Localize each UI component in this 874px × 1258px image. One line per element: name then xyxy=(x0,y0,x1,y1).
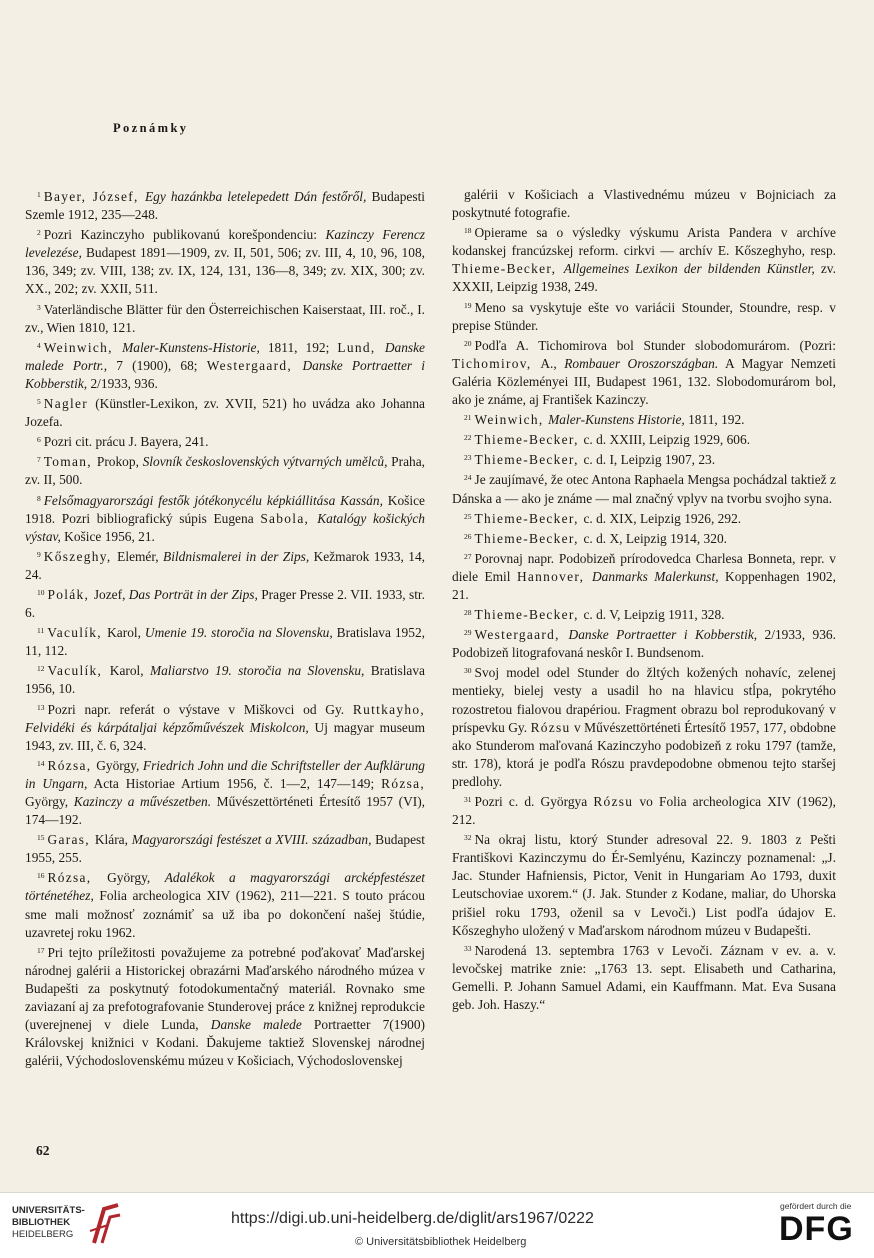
footnote-author: Polák, xyxy=(47,586,94,602)
footnote-number: 30 xyxy=(464,666,472,676)
footnote xyxy=(25,755,425,829)
footnote-title: Umenie 19. storočia na Slovensku, xyxy=(144,625,333,641)
footnote-title: Rombauer Oroszországban. xyxy=(564,355,719,371)
footnote-number: 25 xyxy=(464,511,472,521)
footnote-author: Thieme-Becker, xyxy=(474,510,584,526)
footnote-title: Friedrich John und die Schriftsteller der Aufklärung in Ungarn, xyxy=(25,757,425,791)
footnote-author: Thieme-Becker, xyxy=(474,452,584,468)
footnote xyxy=(452,662,836,791)
footnote-author: Bayer, József, xyxy=(43,189,145,204)
footnote-text: Folia archeologica XIV (1962), 211—221. S touto prácou sme mali možnosť zoznámiť sa už iba po dokončení našej štúdie, uzavretej roku 1962. xyxy=(25,888,425,940)
footnote-text: Pri tejto príležitosti považujeme za potrebné poďakovať Maďarskej národnej galérii a Historickej obrazárni Maďarského národného múzea v Budapešti za poskytnutý fotodokumentačný materiál. Rovnako sme zaviazaní aj za prefotografovanie Stunderovej práce z knižnej reprodukcie (uverejnenej v diele Lunda, xyxy=(25,944,425,1033)
footnote-number: 21 xyxy=(464,413,472,423)
footnote-text: György, xyxy=(25,794,74,809)
footnote-number: 3 xyxy=(37,302,41,312)
footnote-text: 1811, 192. xyxy=(684,412,745,428)
footnote-author: Garas, xyxy=(47,832,95,848)
footnote-text: Acta Historiae Artium 1956, č. 1—2, 147—149; xyxy=(87,775,382,791)
footnote-text: Budapest 1955, 255. xyxy=(25,832,425,866)
footnote xyxy=(452,429,836,449)
footnote-text: Budapesti Szemle 1912, 235—248. xyxy=(25,189,426,223)
footnote-title: Kazinczy Ferencz levelezése, xyxy=(25,227,425,261)
library-mark-icon xyxy=(88,1203,122,1245)
footnote-author: Hannover, xyxy=(516,568,593,584)
footnote xyxy=(452,604,836,624)
library-logo-line: HEIDELBERG xyxy=(12,1229,74,1240)
library-logo-line: UNIVERSITÄTS- xyxy=(12,1205,85,1216)
viewer-footer xyxy=(0,1192,874,1258)
footnote xyxy=(25,867,425,941)
footnote-author: Rózsa, xyxy=(381,775,425,791)
footnote-title: Slovník československých výtvarných umělců, xyxy=(142,454,388,470)
footnote-author: Toman, xyxy=(43,454,97,470)
footnote-text: Prokop, xyxy=(96,454,143,470)
footnote-number: 23 xyxy=(464,453,472,463)
footnote xyxy=(452,186,836,222)
footnote-title: Felsőmagyarországi festők jótékonycélu képkiállitása Kassán, xyxy=(43,492,383,508)
footnote-title: Felvidéki és kárpátaljai képzőművészek Miskolcon, xyxy=(25,719,309,735)
footnote-text: Praha, zv. II, 500. xyxy=(25,454,425,488)
footnote-text: Vaterländische Blätter für den Österreichischen Kaiserstaat, III. roč., I. zv., Wien 1810, 121. xyxy=(25,301,425,335)
footnote-text: Elemér, xyxy=(117,548,164,564)
footnote-text: Meno sa vyskytuje ešte vo variácii Stounder, Stoundre, resp. v prepise Stünder. xyxy=(452,299,836,333)
footnote-text: Budapest 1891—1909, zv. II, 501, 506; zv. III, 4, 10, 96, 108, 136, 349; zv. VIII, 138; zv. IX, 124, 131, 136—8, 349; zv. XIX, 300; zv. XX., 202; zv. XXII, 511. xyxy=(25,245,425,297)
funded-by-text: gefördert durch die xyxy=(780,1201,852,1211)
footnote-text: Uj magyar museum 1943, zv. III, č. 6, 324. xyxy=(25,719,425,753)
footnote xyxy=(25,186,425,224)
footnote xyxy=(25,224,425,298)
footnote-author: Rózsa, xyxy=(47,870,108,886)
footnote xyxy=(452,297,836,335)
footnote-title: Kazinczy a művészetben. xyxy=(73,794,212,809)
footnote-number: 31 xyxy=(464,795,472,804)
copyright-text: © Universitätsbibliothek Heidelberg xyxy=(355,1236,527,1248)
footnote xyxy=(452,528,836,548)
footnote-number: 14 xyxy=(37,758,45,768)
footnote-title: Danske Portraetter i Kobberstik, xyxy=(25,357,426,391)
footnote-author: Thieme-Becker, xyxy=(452,261,564,277)
footnote-number: 26 xyxy=(464,531,472,541)
document-url-link[interactable]: https://digi.ub.uni-heidelberg.de/diglit/ars1967/0222 xyxy=(231,1210,594,1227)
footnote-text: Košice 1918. Pozri bibliografický súpis Eugena xyxy=(25,492,425,526)
footnote-text: A Magyar Nemzeti Galéria Közleményei III, Budapest 1961, 132. Slobodomurárom bol, ako je známe, aj František Kazinczy. xyxy=(452,355,836,408)
footnote-author: Rózsu xyxy=(530,719,571,735)
footnote-author: Thieme-Becker, xyxy=(474,432,584,448)
footnote-text: Narodená 13. septembra 1763 v Levoči. Záznam v ev. a. v. levočskej matrike znie: „1763 13. sept. Elisabeth und Catharina, Gemelli. P. Johann Samuel Adami, ein Kauffmann. Mat. Eva Susana geb. Joh. Haszy.“ xyxy=(452,942,836,1013)
footnote-author: Kőszeghy, xyxy=(43,548,118,564)
footnote-text: c. d. V, Leipzig 1911, 328. xyxy=(583,607,725,623)
footnote-text: Karol, xyxy=(107,625,145,641)
footnote xyxy=(25,299,425,337)
footnote-text: c. d. I, Leipzig 1907, 23. xyxy=(583,452,716,468)
footnote-title: Das Porträt in der Zips, xyxy=(128,586,258,602)
footnote xyxy=(25,660,425,698)
footnote-title: Danske malede Portr., xyxy=(25,339,425,373)
footnote-author: Vaculík, xyxy=(47,663,110,679)
footnote-text: Na okraj listu, ktorý Stunder adresoval 22. 9. 1803 z Pešti Františkovi Kazinczymu do Ér-Semlyénu, Kazinczy poznamenal: „J. Jac. Stunder Hafniensis, Pictor, Venit in Hungariam Ao 1793, duxit Leutschoviae uxorem.“ (J. Jak. Stunder z Kodane, maliar, do Uhorska prišiel roku 1793, oženil sa v Levoči.) List podľa údajov E. Kőszeghyho uložený v Maďarskom národnom múzeu v Budapešti. xyxy=(452,832,836,938)
page-heading: Poznámky xyxy=(113,121,189,135)
footnote-author: Westergaard, xyxy=(474,627,569,643)
footnote xyxy=(452,469,836,507)
footnote-number: 33 xyxy=(464,943,472,953)
footnote xyxy=(452,222,836,296)
footnote xyxy=(25,393,425,431)
footnote-author: Lund, xyxy=(337,339,385,355)
footnote-author: Rózsa, xyxy=(47,757,97,773)
footnote-author: Sabola, xyxy=(260,510,318,526)
footnote xyxy=(452,335,836,409)
footnote-number: 17 xyxy=(37,945,45,955)
footnote xyxy=(25,699,425,755)
footnote-text: c. d. X, Leipzig 1914, 320. xyxy=(583,530,727,546)
footnote-text: György, xyxy=(96,757,143,773)
footnote-author: Vaculík, xyxy=(47,625,108,641)
footnote-text: Művészettörténeti Értesítő 1957 (VI), 174—192. xyxy=(25,794,426,828)
footnote-text: 2/1933, 936. Podobizeň litografovaná neskôr I. Bundsenom. xyxy=(452,627,836,661)
footnote xyxy=(25,490,425,546)
footnote-text: Opierame sa o výsledky výskumu Arista Pandera v archíve kodanskej francúzskej reform. cirkvi — archív E. Kőszeghyho, resp. xyxy=(452,225,836,259)
footnote-title: Allgemeines Lexikon der bildenden Künstler, xyxy=(563,261,815,277)
footnote-number: 1 xyxy=(37,190,41,199)
footnote-title: Maliarstvo 19. storočia na Slovensku, xyxy=(149,663,365,679)
footnote xyxy=(25,337,425,393)
footnote-number: 32 xyxy=(464,833,472,843)
footnote-text: Podľa A. Tichomirova bol Stunder slobodomurárom. (Pozri: xyxy=(474,337,836,353)
footnote-number: 7 xyxy=(37,455,41,465)
footnote-text: Pozri c. d. Györgya xyxy=(474,794,594,809)
footnote-text: vo Folia archeologica XIV (1962), 212. xyxy=(452,794,836,828)
footnote-title: Magyarországi festészet a XVIII. században, xyxy=(131,832,372,848)
footnote-title: Maler-Kunstens Historie, xyxy=(548,412,685,428)
footnote-text: Košice 1956, 21. xyxy=(60,528,155,544)
footnote-text: Klára, xyxy=(94,832,132,848)
footnote xyxy=(452,409,836,429)
footnote-author: Weinwich, xyxy=(474,412,549,428)
footnote xyxy=(25,451,425,489)
footnote-title: Adalékok a magyarországi arcképfestészet történetéhez, xyxy=(25,870,425,904)
footnote xyxy=(25,584,425,622)
footnote-number: 5 xyxy=(37,397,41,407)
footnote-text: 2/1933, 936. xyxy=(87,375,158,391)
footnote-author: Rózsu xyxy=(593,794,634,809)
footnote-text: Svoj model odel Stunder do žltých kožených nohavíc, zelenej mentieky, bielej vesty a usadil ho na hlavicu stĺpa, pokrytého rozostretou fialovou drapériou. Fragment obrazu bol reprodukovaný v príspevku Gy. xyxy=(452,665,836,735)
footnote-author: Thieme-Becker, xyxy=(474,530,584,546)
footnote xyxy=(452,449,836,469)
footnote-title: Danske Portraetter i Kobberstik, xyxy=(568,627,758,643)
footnote-number: 16 xyxy=(37,871,45,881)
footnote xyxy=(25,622,425,660)
footnote xyxy=(25,829,425,867)
footnote-text: galérii v Košiciach a Vlastivednému múzeu v Bojniciach za poskytnuté fotografie. xyxy=(452,187,836,221)
footnote-author: Nagler xyxy=(43,396,96,412)
footnote xyxy=(25,942,425,1071)
footnote-title: Danske malede xyxy=(210,1017,302,1033)
footnote-number: 13 xyxy=(37,702,45,712)
footnote-text: György, xyxy=(107,870,165,886)
footnote-number: 27 xyxy=(464,551,472,561)
footnote-title: Katalógy košických výstav, xyxy=(25,510,425,544)
footnote-text: c. d. XXIII, Leipzig 1929, 606. xyxy=(583,432,751,448)
footnote-number: 2 xyxy=(37,228,41,238)
footnote xyxy=(452,548,836,604)
footnote-text: 7 (1900), 68; xyxy=(107,357,207,373)
footnote-number: 22 xyxy=(464,433,472,443)
page-number: 62 xyxy=(36,1143,50,1158)
footnote xyxy=(452,791,836,829)
footnote-title: Maler-Kunstens-Historie, xyxy=(122,339,260,355)
footnote-text: v Művészettörténeti Értesítő 1957, 177, obdobne ako Stunderom maľovaná Kazinczyho podobizeň z roku 1797 (tamže, str. 178), ktorá je podľa Rószu pravdepodobne obmenou tejto staršej predlohy. xyxy=(452,719,836,789)
footnote-number: 15 xyxy=(37,833,45,843)
footnote-title: Egy hazánkba letelepedett Dán festőről, xyxy=(144,189,367,204)
footnote-number: 19 xyxy=(464,300,472,310)
footnote-author: Weinwich, xyxy=(43,339,123,355)
footnote-text: zv. XXXII, Leipzig 1938, 249. xyxy=(452,261,836,295)
footnote-text: Portraetter 7(1900) Královskej knižnici v Kodani. Ďakujeme taktiež Slovenskej národnej galérii, Východoslovenskému múzeu v Košiciach, Východoslovenskej xyxy=(25,1017,425,1069)
footnote-number: 18 xyxy=(464,226,472,236)
footnote-title: Danmarks Malerkunst, xyxy=(592,568,719,584)
footnote xyxy=(25,431,425,451)
footnote-number: 8 xyxy=(37,493,41,503)
footnote-number: 6 xyxy=(37,435,41,445)
footnote xyxy=(25,546,425,584)
footnote-text: Karol, xyxy=(109,663,150,679)
footnote xyxy=(452,508,836,528)
library-logo-line: BIBLIOTHEK xyxy=(12,1217,71,1228)
footnote-text: Kežmarok 1933, 14, 24. xyxy=(25,548,425,582)
notes-column-right xyxy=(452,186,836,1014)
footnote-text: Prager Presse 2. VII. 1933, str. 6. xyxy=(25,586,426,621)
footnote-number: 10 xyxy=(37,587,45,597)
footnote-author: Ruttkayho, xyxy=(352,701,425,717)
footnote-number: 24 xyxy=(464,473,472,483)
dfg-logo: DFG xyxy=(779,1210,854,1248)
footnote-text: Porovnaj napr. Podobizeň prírodovedca Charlesa Bonneta, repr. v diele Emil xyxy=(452,550,836,584)
footnote-text: Bratislava 1956, 10. xyxy=(25,663,425,697)
footnote-text: Pozri cit. prácu J. Bayera, 241. xyxy=(43,434,209,450)
footnote xyxy=(452,829,836,940)
footnote-text: Pozri Kazinczyho publikovanú korešpondenciu: xyxy=(43,227,326,243)
library-logo xyxy=(12,1205,85,1241)
footnote-number: 9 xyxy=(37,549,41,559)
footnote-text: Pozri napr. referát o výstave v Miškovci od Gy. xyxy=(47,701,353,717)
footnote-text: Koppenhagen 1902, 21. xyxy=(452,568,836,602)
footnote-text: Jozef, xyxy=(93,586,129,602)
footnote xyxy=(452,624,836,662)
footnote-number: 12 xyxy=(37,664,45,674)
footnote-text: 1811, 192; xyxy=(259,339,338,355)
footnote-title: Bildnismalerei in der Zips, xyxy=(163,548,310,564)
footnote-number: 4 xyxy=(37,340,41,350)
footnote-text: c. d. XIX, Leipzig 1926, 292. xyxy=(583,510,742,526)
footnote-number: 11 xyxy=(37,626,45,636)
footnote-number: 20 xyxy=(464,338,472,348)
footnote xyxy=(452,940,836,1014)
notes-column-left xyxy=(25,186,425,1070)
footnote-text: (Künstler-Lexikon, zv. XVII, 521) ho uvádza ako Johanna Jozefa. xyxy=(25,396,425,430)
footnote-number: 29 xyxy=(464,628,472,638)
footnote-text: A., xyxy=(540,355,565,371)
footnote-author: Thieme-Becker, xyxy=(474,607,584,623)
footnote-author: Tichomirov, xyxy=(452,355,541,371)
footnote-author: Westergaard, xyxy=(206,357,303,373)
footnote-number: 28 xyxy=(464,608,472,618)
footnote-text: Je zaujímavé, že otec Antona Raphaela Mengsa pochádzal taktiež z Dánska a — ako je známe — mal značný vplyv na tvorbu svojho syna. xyxy=(452,472,836,506)
footnote-text: Bratislava 1952, 11, 112. xyxy=(25,625,425,659)
